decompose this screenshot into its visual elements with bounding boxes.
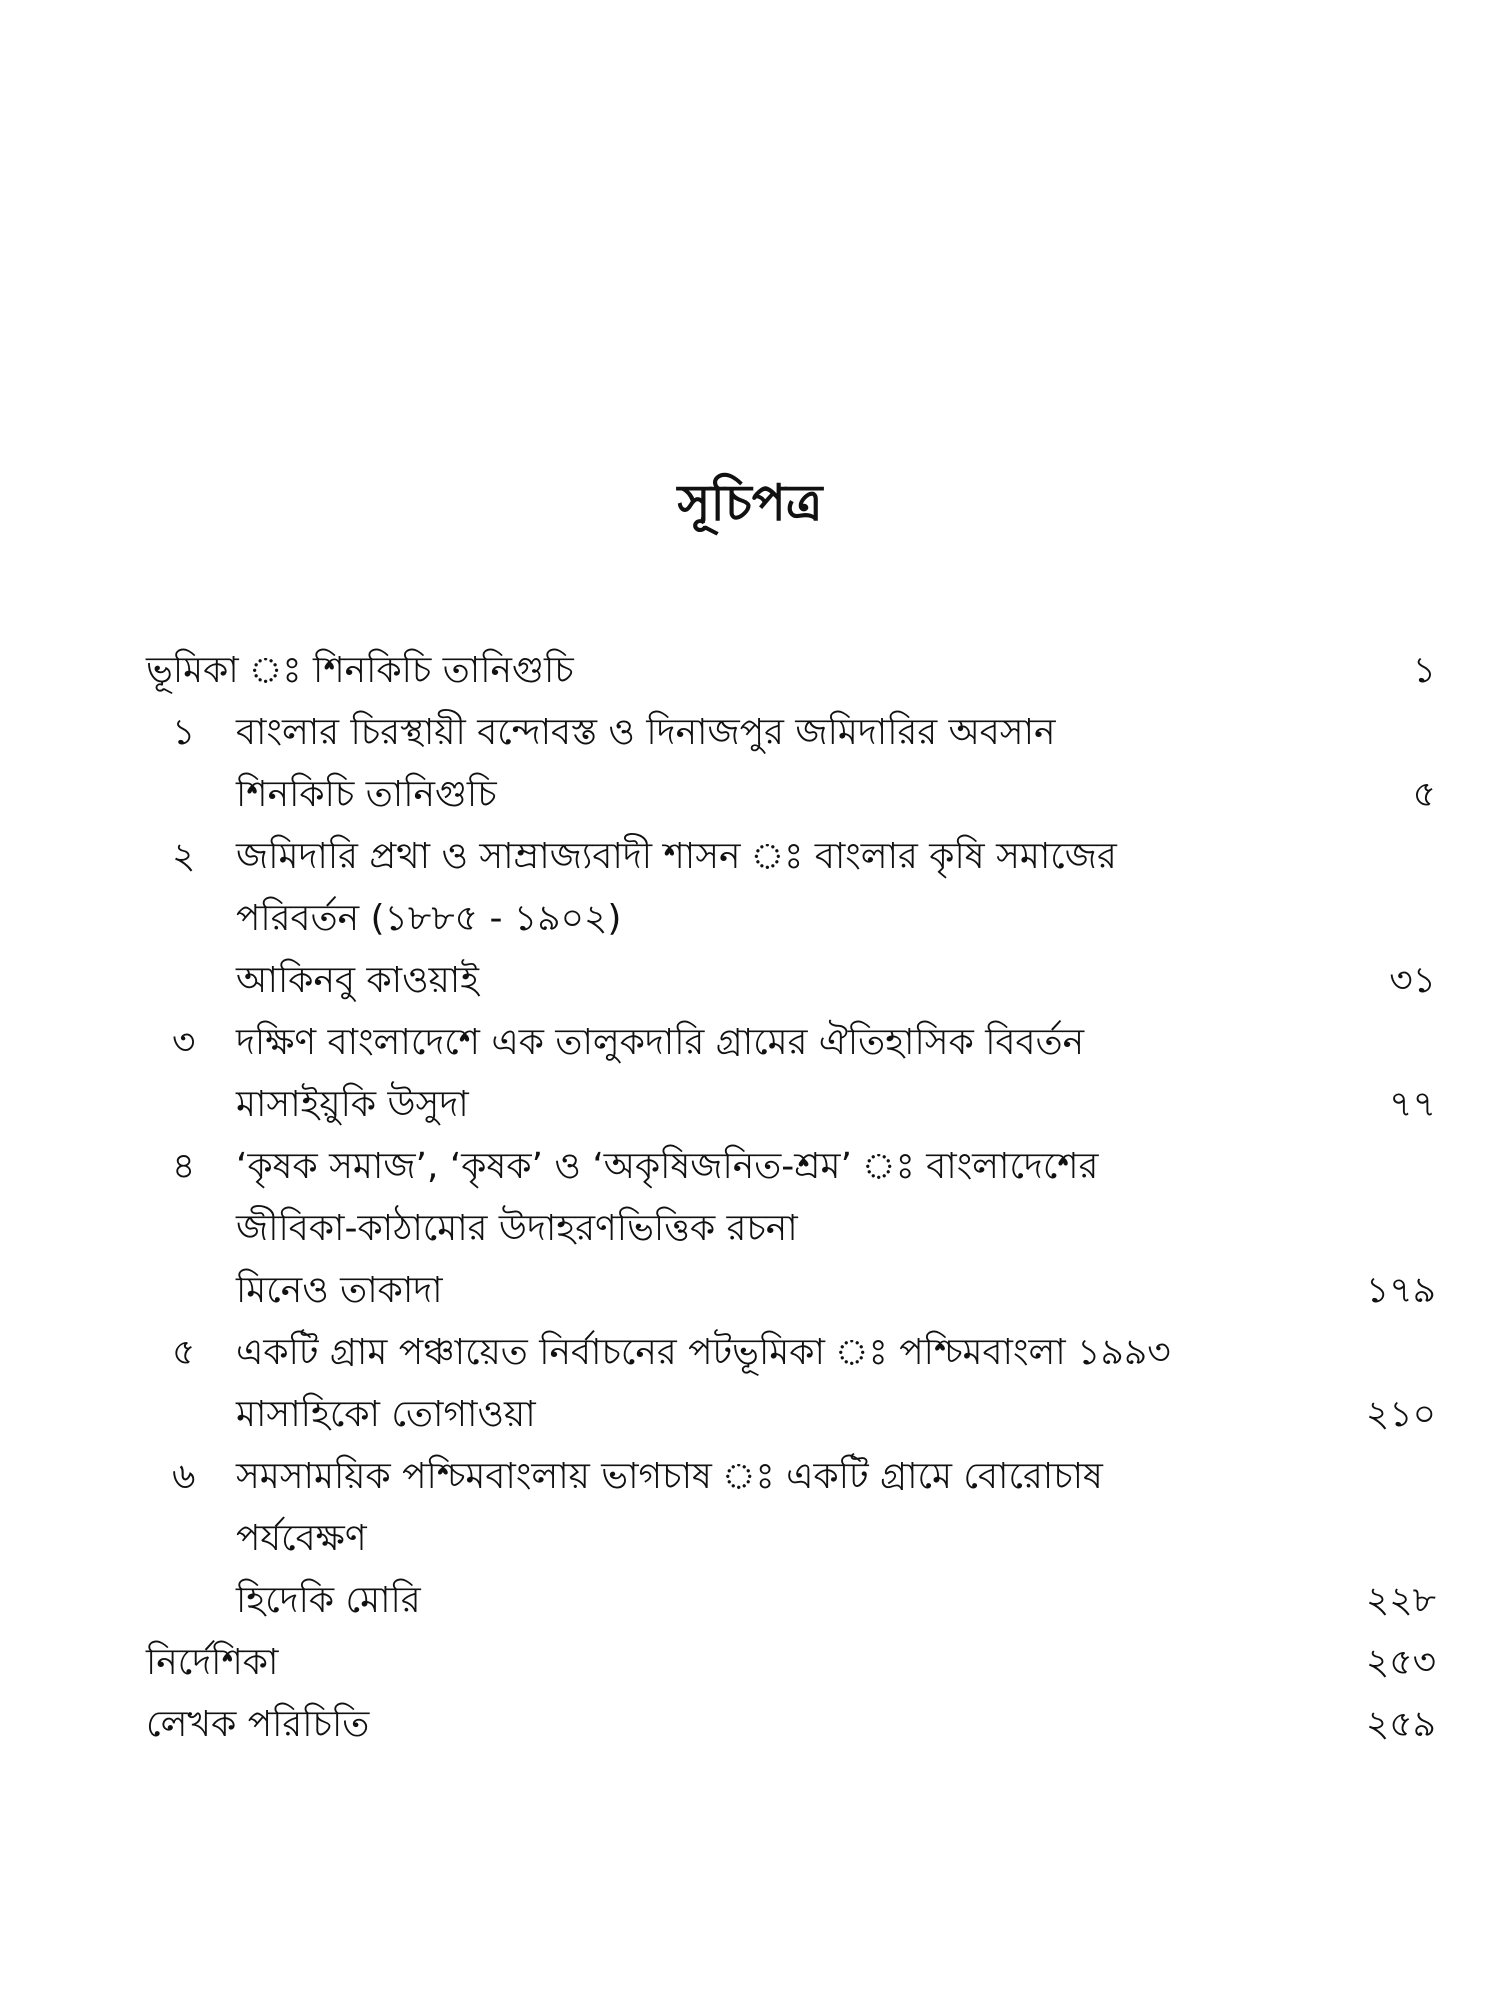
toc-row (146, 1136, 1436, 1198)
chapter-number: ২ (172, 836, 196, 877)
toc-entry-text: জীবিকা-কাঠামোর উদাহরণভিত্তিক রচনা (236, 1208, 798, 1249)
toc-entry-text: দক্ষিণ বাংলাদেশে এক তালুকদারি গ্রামের ঐতিহাসিক বিবর্তন (236, 1022, 1085, 1063)
toc-row (146, 1322, 1436, 1384)
toc-row (146, 1446, 1436, 1508)
toc-row (146, 702, 1436, 764)
page-number: ১৭৯ (1365, 1270, 1436, 1311)
toc-row (146, 888, 1436, 950)
toc-entry-text: মাসাহিকো তোগাওয়া (236, 1394, 536, 1435)
chapter-number: ৪ (172, 1146, 196, 1187)
page-number: ৫ (1412, 774, 1436, 815)
chapter-number: ৩ (172, 1022, 196, 1063)
toc-row (146, 826, 1436, 888)
toc-row (146, 1508, 1436, 1570)
toc-row (146, 1694, 1436, 1756)
toc-entry-text: পরিবর্তন (১৮৮৫ - ১৯০২) (236, 898, 622, 939)
toc-entry-text: মিনেও তাকাদা (236, 1270, 443, 1311)
toc-entry-text: নির্দেশিকা (146, 1642, 279, 1683)
toc-row (146, 1632, 1436, 1694)
toc-row (146, 1074, 1436, 1136)
page-number: ৭৭ (1389, 1084, 1436, 1125)
page-number: ৩১ (1389, 960, 1436, 1001)
toc-row (146, 950, 1436, 1012)
page-number: ২১০ (1365, 1394, 1436, 1435)
toc-entry-text: পর্যবেক্ষণ (236, 1518, 367, 1559)
chapter-number: ৬ (172, 1456, 196, 1497)
toc-row (146, 764, 1436, 826)
table-of-contents (146, 640, 1436, 1756)
toc-row (146, 640, 1436, 702)
page-number: ১ (1412, 650, 1436, 691)
toc-row (146, 1260, 1436, 1322)
toc-row (146, 1012, 1436, 1074)
toc-entry-text: জমিদারি প্রথা ও সাম্রাজ্যবাদী শাসন ঃ বাংলার কৃষি সমাজের (236, 836, 1117, 877)
toc-entry-text: আকিনবু কাওয়াই (236, 960, 479, 1001)
toc-entry-text: হিদেকি মোরি (236, 1580, 421, 1621)
toc-row (146, 1198, 1436, 1260)
toc-entry-text: শিনকিচি তানিগুচি (236, 774, 497, 815)
toc-entry-text: একটি গ্রাম পঞ্চায়েত নির্বাচনের পটভূমিকা ঃ পশ্চিমবাংলা ১৯৯৩ (236, 1332, 1171, 1373)
page-number: ২৫৩ (1365, 1642, 1436, 1683)
toc-entry-text: লেখক পরিচিতি (146, 1704, 370, 1745)
toc-row (146, 1570, 1436, 1632)
toc-entry-text: ভূমিকা ঃ শিনকিচি তানিগুচি (146, 650, 574, 691)
chapter-number: ৫ (172, 1332, 196, 1373)
toc-entry-text: ‘কৃষক সমাজ’, ‘কৃষক’ ও ‘অকৃষিজনিত-শ্রম’ ঃ বাংলাদেশের (236, 1146, 1099, 1187)
toc-entry-text: মাসাইয়ুকি উসুদা (236, 1084, 469, 1125)
toc-entry-text: সমসাময়িক পশ্চিমবাংলায় ভাগচাষ ঃ একটি গ্রামে বোরোচাষ (236, 1456, 1103, 1497)
page-title: সূচিপত্র (677, 474, 823, 532)
toc-entry-text: বাংলার চিরস্থায়ী বন্দোবস্ত ও দিনাজপুর জমিদারির অবসান (236, 712, 1056, 753)
chapter-number: ১ (172, 712, 196, 753)
toc-row (146, 1384, 1436, 1446)
page-number: ২৫৯ (1365, 1704, 1436, 1745)
page-number: ২২৮ (1365, 1580, 1436, 1621)
